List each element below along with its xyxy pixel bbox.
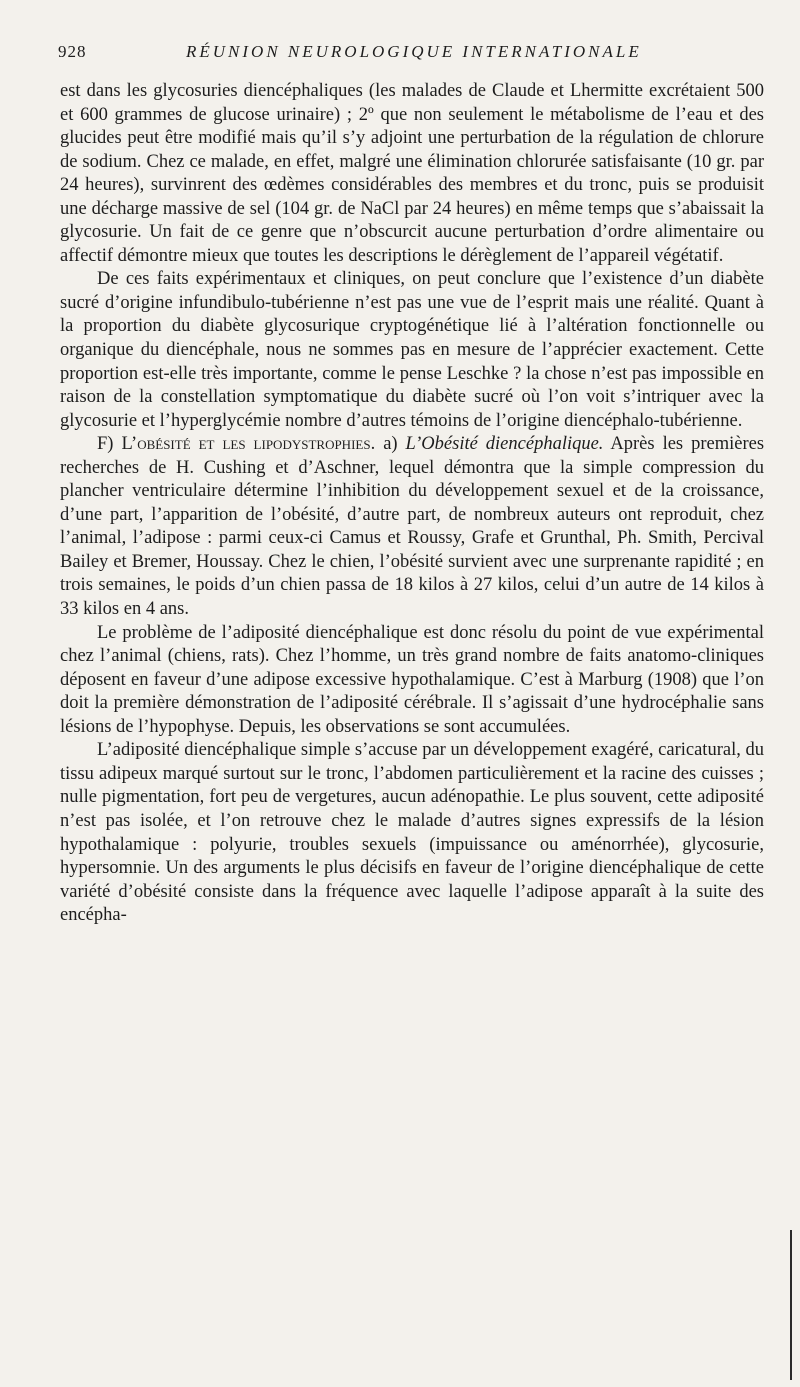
section-f-paragraph bbox=[60, 433, 764, 621]
paragraph-text: Après les premières recherches de H. Cushing et d’Aschner, lequel démontra que la simple compression du plancher ventriculaire détermine l’inhibition du développement sexuel et de la croissance, d’une part, l’apparition de l’obésité, d’autre part, de nombreux auteurs ont reproduit, chez l’animal, l’adipose : parmi ceux-ci Camus et Roussy, Grafe et Grunthal, Ph. Smith, Percival Bailey et Bremer, Houssay. Chez le chien, l’obésité survient avec une surprenante rapidité ; en trois semaines, le poids d’un chien passa de 18 kilos à 27 kilos, celui d’un autre de 14 kilos à 33 kilos en 4 ans. bbox=[60, 434, 765, 620]
subsection-label: a) bbox=[383, 434, 398, 455]
paragraph-continuation: est dans les glycosuries diencéphaliques (les malades de Claude et Lhermitte excrétaient 500 et 600 grammes de glucose urinaire) ; 2º que non seulement le métabolisme de l’eau et des glucides peut être modifié mais qu’il s’y adjoint une perturbation de la régulation de chlorure de sodium. Chez ce malade, en effet, malgré une élimination chlorurée satisfaisante (10 gr. par 24 heures), survinrent des œdèmes considérables des membres et du tronc, puis se produisit une décharge massive de sel (104 gr. de NaCl par 24 heures) en même temps que s’abaissait la glycosurie. Un fait de ce genre que n’obscurcit aucune perturbation d’ordre alimentaire ou affectif démontre mieux que toutes les descriptions le dérèglement de l’appareil végétatif. bbox=[60, 81, 764, 266]
paragraph-conclusion: De ces faits expérimentaux et cliniques, on peut conclure que l’existence d’un diabète sucré d’origine infundibulo-tubérienne n’est pas une vue de l’esprit mais une réalité. Quant à la proportion du diabète glycosurique cryptogénétique lié à l’altération fonctionnelle ou organique du diencéphale, nous ne sommes pas en mesure de l’apprécier exactement. Cette proportion est-elle très importante, comme le pense Leschke ? la chose n’est pas impossible en raison de la constellation symptomatique du diabète sucré où l’on voit s’intriquer avec la glycosurie et l’hyperglycémie nombre d’autres témoins de l’origine diencéphalo-tubérienne. bbox=[60, 269, 764, 431]
section-heading: L’obésité et les lipodystrophies. bbox=[121, 434, 376, 455]
page-edge-mark bbox=[790, 1230, 792, 1380]
running-title: RÉUNION NEUROLOGIQUE INTERNATIONALE bbox=[186, 42, 642, 61]
subsection-title: L’Obésité diencéphalique. bbox=[405, 434, 604, 455]
section-label: F) bbox=[97, 434, 114, 455]
page-header bbox=[58, 42, 758, 66]
paragraph-problem: Le problème de l’adiposité diencéphalique est donc résolu du point de vue expérimental chez l’animal (chiens, rats). Chez l’homme, un très grand nombre de faits anatomo-cliniques déposent en faveur d’une adipose excessive hypothalamique. C’est à Marburg (1908) que l’on doit la première démonstration de l’adiposité cérébrale. Il s’agissait d’une hydrocéphalie sans lésions de l’hypophyse. Depuis, les observations se sont accumulées. bbox=[60, 622, 764, 737]
body-text bbox=[60, 80, 764, 928]
page-number: 928 bbox=[58, 42, 87, 61]
paragraph-adiposity: L’adiposité diencéphalique simple s’accuse par un développement exagéré, caricatural, du tissu adipeux marqué surtout sur le tronc, l’abdomen particulièrement et la racine des cuisses ; nulle pigmentation, fort peu de vergetures, aucun adénopathie. Le plus souvent, cette adiposité n’est pas isolée, et l’on retrouve chez le malade d’autres signes expressifs de la lésion hypothalamique : polyurie, troubles sexuels (impuissance ou aménorrhée), glycosurie, hypersomnie. Un des arguments le plus décisifs en faveur de l’origine diencéphalique de cette variété d’obésité consiste dans la fréquence avec laquelle l’adipose apparaît à la suite des encépha- bbox=[60, 740, 764, 926]
